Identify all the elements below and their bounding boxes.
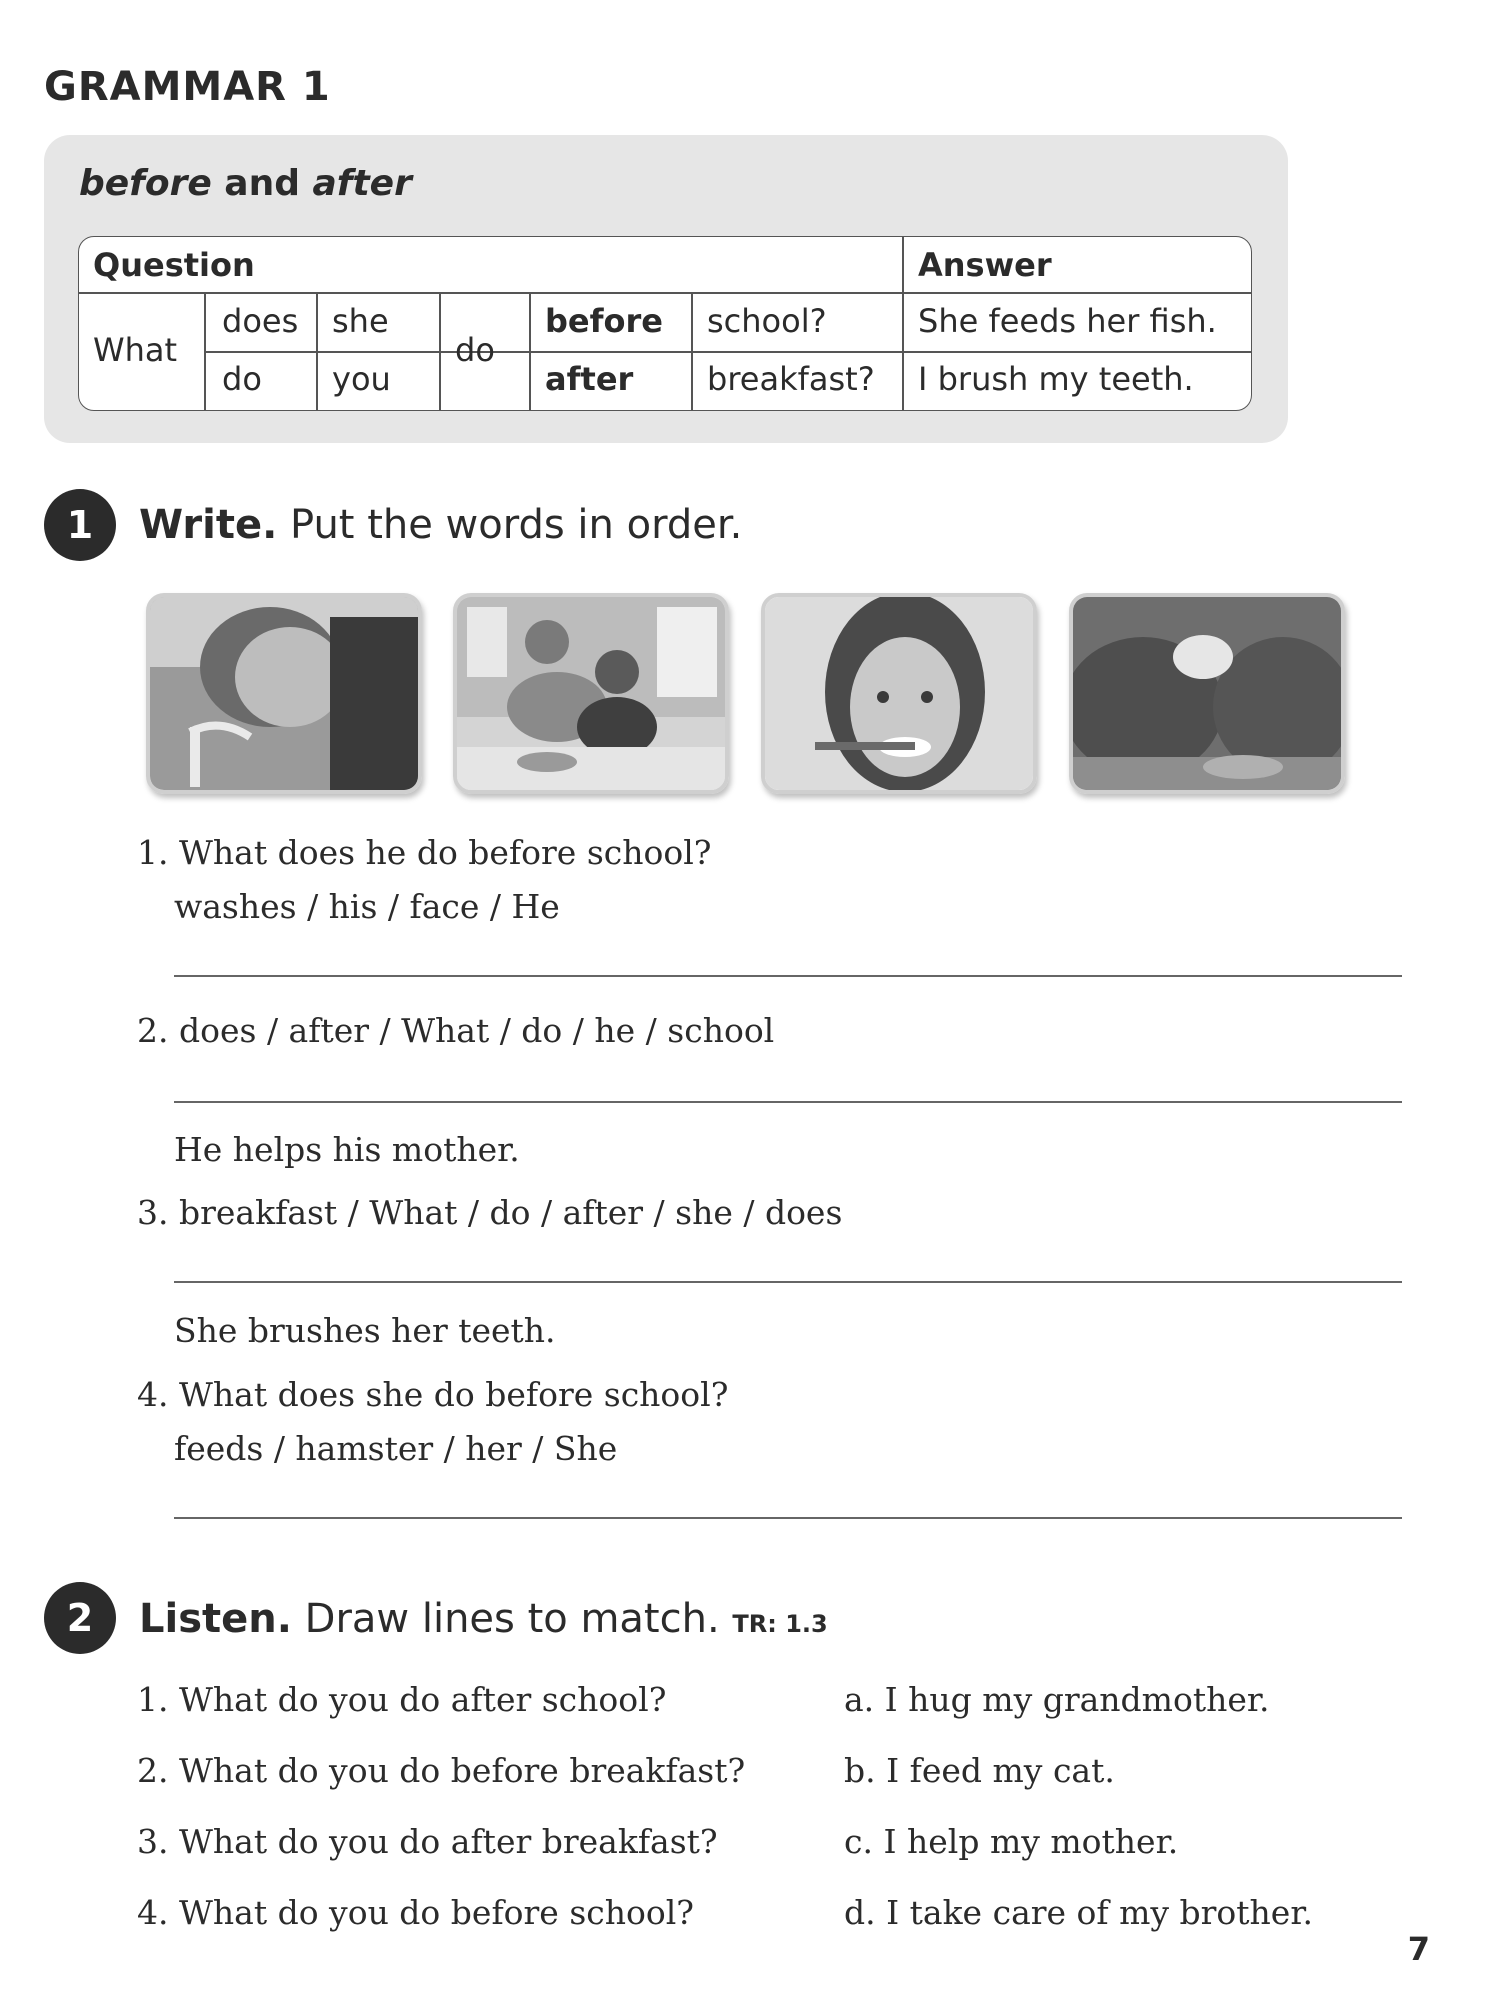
match-answer[interactable]: c. I help my mother. <box>844 1822 1179 1861</box>
item-2-words <box>137 1011 774 1050</box>
answer-header: Answer <box>918 246 1052 284</box>
table-divider <box>902 237 904 410</box>
cell-subject: you <box>332 360 391 398</box>
photo-image <box>457 597 725 790</box>
question-header: Question <box>93 246 255 284</box>
activity-2-instruction: Draw lines to match. <box>291 1596 720 1642</box>
activity-2-number: 2 <box>44 1582 116 1654</box>
activity-1-verb: Write. <box>139 502 278 548</box>
match-answer[interactable]: a. I hug my grandmother. <box>844 1680 1270 1719</box>
table-divider <box>529 292 531 410</box>
match-question[interactable]: 2. What do you do before breakfast? <box>137 1751 746 1790</box>
match-answer[interactable]: b. I feed my cat. <box>844 1751 1115 1790</box>
item-3-answer: She brushes her teeth. <box>174 1311 556 1350</box>
boy-helping-mother-photo <box>453 593 729 794</box>
match-question[interactable]: 1. What do you do after school? <box>137 1680 667 1719</box>
item-question-text: What does he do before school? <box>179 833 712 872</box>
item-number: 2. <box>137 1011 169 1050</box>
title-before: before <box>79 163 212 204</box>
cell-aux: do <box>222 360 262 398</box>
page-number: 7 <box>1407 1930 1430 1968</box>
cell-object: breakfast? <box>707 360 875 398</box>
title-after: after <box>312 163 412 204</box>
cell-aux: does <box>222 302 299 340</box>
track-number: TR: 1.3 <box>732 1610 828 1638</box>
activity-1-instruction: Put the words in order. <box>277 502 743 548</box>
table-divider <box>691 292 693 410</box>
activity-1-number: 1 <box>44 489 116 561</box>
item-2-answer: He helps his mother. <box>174 1130 520 1169</box>
item-1-words: washes / his / face / He <box>174 887 560 926</box>
item-number: 4. <box>137 1375 169 1414</box>
table-divider <box>316 292 318 410</box>
table-divider <box>204 292 206 410</box>
cell-prep: before <box>545 302 663 340</box>
item-number: 1. <box>137 833 169 872</box>
item-4-words: feeds / hamster / her / She <box>174 1429 618 1468</box>
answer-line-1[interactable] <box>174 975 1402 977</box>
table-divider <box>79 292 1251 294</box>
match-question[interactable]: 4. What do you do before school? <box>137 1893 694 1932</box>
answer-line-4[interactable] <box>174 1517 1402 1519</box>
title-and: and <box>211 163 313 204</box>
activity-2-title <box>139 1596 828 1642</box>
activity-2-verb: Listen. <box>139 1596 292 1642</box>
cell-do: do <box>455 331 495 369</box>
item-1-question <box>137 833 711 872</box>
photo-image <box>150 597 418 790</box>
item-number: 3. <box>137 1193 169 1232</box>
answer-line-3[interactable] <box>174 1281 1402 1283</box>
match-answer[interactable]: d. I take care of my brother. <box>844 1893 1313 1932</box>
feeding-hamster-photo <box>1069 593 1345 794</box>
table-divider <box>439 292 441 410</box>
item-words-text: breakfast / What / do / after / she / does <box>179 1193 843 1232</box>
grammar-box-title <box>79 163 412 204</box>
item-4-question <box>137 1375 728 1414</box>
boy-washing-face-photo <box>146 593 422 794</box>
item-words-text: does / after / What / do / he / school <box>179 1011 775 1050</box>
grammar-table <box>78 236 1252 411</box>
match-question[interactable]: 3. What do you do after breakfast? <box>137 1822 718 1861</box>
girl-brushing-teeth-photo <box>761 593 1037 794</box>
photo-image <box>765 597 1033 790</box>
page-title: GRAMMAR 1 <box>44 64 331 110</box>
cell-prep: after <box>545 360 634 398</box>
item-question-text: What does she do before school? <box>179 1375 729 1414</box>
cell-what: What <box>93 331 178 369</box>
photo-image <box>1073 597 1341 790</box>
cell-answer: I brush my teeth. <box>918 360 1194 398</box>
cell-answer: She feeds her fish. <box>918 302 1217 340</box>
table-divider <box>204 351 1251 353</box>
cell-object: school? <box>707 302 827 340</box>
activity-1-title <box>139 502 742 548</box>
answer-line-2[interactable] <box>174 1101 1402 1103</box>
cell-subject: she <box>332 302 389 340</box>
item-3-words <box>137 1193 842 1232</box>
